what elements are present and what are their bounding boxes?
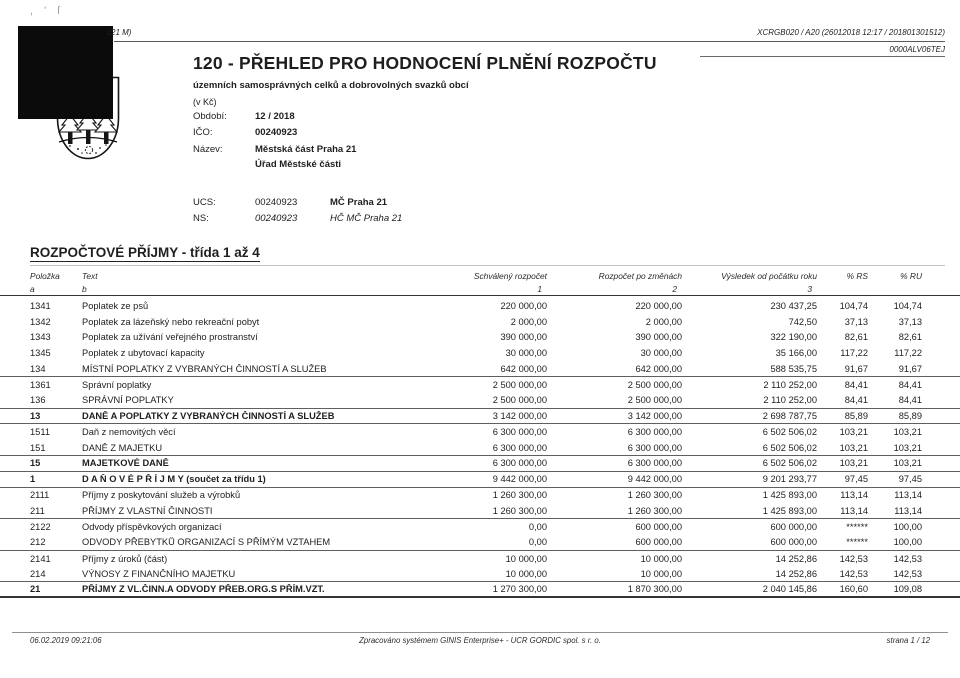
row-schvaleny-rozpocet: 0,00 [528,522,547,533]
ucs-name: MČ Praha 21 [330,197,388,208]
row-vysledek: 14 252,86 [775,568,817,579]
row-text: Příjmy z poskytování služeb a výrobků [82,490,241,501]
row-schvaleny-rozpocet: 30 000,00 [505,348,547,359]
row-percent-rs: ****** [846,522,868,533]
page-subtitle: územních samosprávných celků a dobrovolných svazků obcí [193,80,469,91]
row-schvaleny-rozpocet: 3 142 000,00 [492,410,547,421]
row-code: 1 [30,474,36,485]
row-percent-ru: 113,14 [894,490,922,501]
row-vysledek: 600 000,00 [770,537,817,548]
row-percent-rs: 84,41 [844,379,868,390]
row-percent-ru: 100,00 [893,537,922,548]
table-row [0,472,960,488]
row-text: PŘÍJMY Z VL.ČINN.A ODVODY PŘEB.ORG.S PŘÍM.VZT. [82,584,325,595]
row-rozpocet-po-zmenach: 10 000,00 [640,568,682,579]
row-schvaleny-rozpocet: 0,00 [528,537,547,548]
row-code: 151 [30,442,46,453]
subheader-a: a [30,283,35,294]
row-schvaleny-rozpocet: 2 000,00 [510,316,547,327]
row-rozpocet-po-zmenach: 6 300 000,00 [627,427,682,438]
row-rozpocet-po-zmenach: 2 000,00 [645,316,682,327]
row-schvaleny-rozpocet: 10 000,00 [505,568,547,579]
table-row [0,551,960,567]
footer-rule [12,632,948,633]
row-percent-rs: 113,14 [840,505,868,516]
row-percent-ru: 85,89 [898,410,922,421]
row-percent-rs: 85,89 [844,410,868,421]
row-percent-rs: ****** [846,537,868,548]
row-schvaleny-rozpocet: 9 442 000,00 [492,474,547,485]
document-code: 0000ALV06TEJ [889,45,945,54]
row-vysledek: 2 110 252,00 [763,379,817,390]
row-rozpocet-po-zmenach: 30 000,00 [640,348,682,359]
row-schvaleny-rozpocet: 6 300 000,00 [492,427,547,438]
row-code: 21 [30,584,41,595]
row-rozpocet-po-zmenach: 642 000,00 [635,363,682,374]
row-percent-rs: 103,21 [839,458,868,469]
table-row [0,298,960,314]
nazev-value-line2: Úřad Městské části [255,159,342,170]
section-title: ROZPOČTOVÉ PŘÍJMY - třída 1 až 4 [30,245,260,260]
table-row [0,488,960,504]
row-percent-ru: 104,74 [893,300,922,311]
row-text: Poplatek z ubytovací kapacity [82,348,205,359]
ucs-value: 00240923 [255,197,298,208]
row-schvaleny-rozpocet: 390 000,00 [500,332,547,343]
row-vysledek: 9 201 293,77 [762,474,817,485]
row-percent-rs: 97,45 [844,474,868,485]
footer-page-number: strana 1 / 12 [886,636,930,645]
row-text: DANĚ Z MAJETKU [82,442,163,453]
nazev-value-line1: Městská část Praha 21 [255,144,357,155]
top-rule [114,41,945,42]
table-row [0,535,960,551]
row-vysledek: 1 425 893,00 [762,505,817,516]
row-schvaleny-rozpocet: 6 300 000,00 [492,442,547,453]
row-text: Odvody příspěvkových organizací [82,522,222,533]
row-code: 2111 [30,490,50,501]
ns-label: NS: [193,213,209,224]
ico-value: 00240923 [255,127,298,138]
row-text: Poplatek ze psů [82,300,149,311]
footer-timestamp: 06.02.2019 09:21:06 [30,636,102,645]
row-percent-ru: 82,61 [898,332,922,343]
row-vysledek: 6 502 506,02 [762,458,817,469]
subheader-b: b [82,283,87,294]
table-row [0,456,960,472]
obdobi-label: Období: [193,111,227,122]
table-subheader-row [0,282,960,295]
row-percent-rs: 84,41 [844,395,868,406]
row-code: 15 [30,458,41,469]
row-text: Poplatek za užívání veřejného prostranství [82,332,258,343]
table-row [0,409,960,425]
row-vysledek: 35 166,00 [775,348,817,359]
page-title: 120 - PŘEHLED PRO HODNOCENÍ PLNĚNÍ ROZPOČTU [193,53,657,73]
row-schvaleny-rozpocet: 6 300 000,00 [492,458,547,469]
row-schvaleny-rozpocet: 2 500 000,00 [492,395,547,406]
row-rozpocet-po-zmenach: 10 000,00 [640,553,682,564]
row-text: Příjmy z úroků (část) [82,553,168,564]
row-vysledek: 1 425 893,00 [762,490,817,501]
col-header-text: Text [82,270,98,281]
row-rozpocet-po-zmenach: 2 500 000,00 [627,395,682,406]
ns-name: HČ MČ Praha 21 [330,213,403,224]
corner-reference: c21 M) [107,28,132,37]
row-vysledek: 230 437,25 [770,300,817,311]
row-vysledek: 600 000,00 [770,522,817,533]
table-row [0,567,960,583]
row-vysledek: 14 252,86 [775,553,817,564]
row-rozpocet-po-zmenach: 600 000,00 [635,537,682,548]
doc-code-rule [700,56,945,57]
row-code: 1361 [30,379,51,390]
table-row [0,519,960,535]
row-text: DANĚ A POPLATKY Z VYBRANÝCH ČINNOSTÍ A SLUŽEB [82,410,335,421]
row-code: 1345 [30,348,51,359]
row-rozpocet-po-zmenach: 2 500 000,00 [627,379,682,390]
row-percent-rs: 91,67 [844,363,868,374]
row-code: 1342 [30,316,51,327]
budget-table-body [0,298,960,598]
row-rozpocet-po-zmenach: 1 260 300,00 [627,490,682,501]
row-percent-ru: 97,45 [898,474,922,485]
row-percent-rs: 113,14 [840,490,868,501]
col-header-percent-rs: % RS [846,270,868,281]
row-percent-ru: 100,00 [893,522,922,533]
row-percent-ru: 142,53 [893,568,922,579]
col-header-rozpocet-po-zmenach: Rozpočet po změnách [598,270,682,281]
subheader-2: 2 [672,283,677,294]
row-percent-rs: 142,53 [839,553,868,564]
row-rozpocet-po-zmenach: 6 300 000,00 [627,442,682,453]
row-vysledek: 588 535,75 [770,363,817,374]
row-percent-rs: 103,21 [839,442,868,453]
row-text: D A Ň O V É P Ř Í J M Y (součet za třídu 1) [82,474,266,485]
table-row [0,503,960,519]
budget-table [0,269,960,598]
table-row [0,314,960,330]
row-code: 212 [30,537,46,548]
col-header-vysledek: Výsledek od počátku roku [721,270,817,281]
row-schvaleny-rozpocet: 10 000,00 [505,553,547,564]
row-vysledek: 2 110 252,00 [763,395,817,406]
footer-processed-by: Zpracováno systémem GINIS Enterprise+ - UCR GORDIC spol. s r. o. [359,636,601,645]
row-percent-ru: 142,53 [893,553,922,564]
row-percent-ru: 84,41 [898,379,922,390]
section-rule [30,265,945,266]
row-percent-ru: 103,21 [893,427,922,438]
row-schvaleny-rozpocet: 1 260 300,00 [492,505,547,516]
row-rozpocet-po-zmenach: 390 000,00 [635,332,682,343]
header-separator [0,295,960,296]
handwritten-marks: , ' ſ [30,5,64,17]
nazev-label: Název: [193,144,223,155]
row-rozpocet-po-zmenach: 220 000,00 [635,300,682,311]
row-percent-ru: 103,21 [893,442,922,453]
row-percent-rs: 37,13 [844,316,868,327]
row-percent-ru: 84,41 [898,395,922,406]
row-text: Správní poplatky [82,379,152,390]
row-code: 1343 [30,332,51,343]
row-vysledek: 6 502 506,02 [762,427,817,438]
ico-label: IČO: [193,127,213,138]
row-vysledek: 6 502 506,02 [762,442,817,453]
row-schvaleny-rozpocet: 1 270 300,00 [492,584,547,595]
row-text: Daň z nemovitých věcí [82,427,176,438]
row-schvaleny-rozpocet: 1 260 300,00 [492,490,547,501]
ns-value: 00240923 [255,213,298,224]
row-percent-ru: 117,22 [894,348,922,359]
row-code: 134 [30,363,46,374]
row-code: 214 [30,568,46,579]
row-code: 211 [30,505,45,516]
row-rozpocet-po-zmenach: 1 870 300,00 [627,584,682,595]
row-percent-ru: 91,67 [898,363,922,374]
row-vysledek: 742,50 [788,316,817,327]
row-text: ODVODY PŘEBYTKŮ ORGANIZACÍ S PŘÍMÝM VZTAHEM [82,537,331,548]
row-rozpocet-po-zmenach: 9 442 000,00 [627,474,682,485]
ucs-label: UCS: [193,197,216,208]
row-vysledek: 2 040 145,86 [762,584,817,595]
row-text: VÝNOSY Z FINANČNÍHO MAJETKU [82,568,236,579]
table-row [0,582,960,598]
row-code: 2141 [30,553,51,564]
row-text: Poplatek za lázeňský nebo rekreační pobyt [82,316,260,327]
subheader-1: 1 [537,283,542,294]
row-percent-ru: 103,21 [893,458,922,469]
row-schvaleny-rozpocet: 642 000,00 [500,363,547,374]
row-vysledek: 2 698 787,75 [762,410,817,421]
col-header-schvaleny-rozpocet: Schválený rozpočet [473,270,547,281]
row-rozpocet-po-zmenach: 1 260 300,00 [627,505,682,516]
currency-note: (v Kč) [193,97,217,107]
table-row [0,393,960,409]
col-header-polozka: Položka [30,270,60,281]
redaction-block [18,26,113,119]
row-percent-rs: 104,74 [839,300,868,311]
row-code: 1341 [30,300,51,311]
obdobi-value: 12 / 2018 [255,111,295,122]
row-code: 13 [30,410,41,421]
row-text: PŘÍJMY Z VLASTNÍ ČINNOSTI [82,505,213,516]
row-percent-ru: 109,08 [893,584,922,595]
table-row [0,440,960,456]
table-row [0,424,960,440]
row-percent-ru: 37,13 [898,316,922,327]
col-header-percent-ru: % RU [900,270,922,281]
table-row [0,361,960,377]
row-text: MÍSTNÍ POPLATKY Z VYBRANÝCH ČINNOSTÍ A SLUŽEB [82,363,327,374]
row-text: SPRÁVNÍ POPLATKY [82,395,174,406]
row-code: 1511 [30,427,50,438]
table-header-row [0,269,960,282]
system-reference: XCRGB020 / A20 (26012018 12:17 / 201801301512) [757,28,945,37]
row-percent-ru: 113,14 [894,505,922,516]
row-vysledek: 322 190,00 [770,332,817,343]
row-rozpocet-po-zmenach: 6 300 000,00 [627,458,682,469]
row-percent-rs: 160,60 [839,584,868,595]
row-text: MAJETKOVÉ DANĚ [82,458,169,469]
row-percent-rs: 103,21 [839,427,868,438]
row-rozpocet-po-zmenach: 600 000,00 [635,522,682,533]
row-schvaleny-rozpocet: 2 500 000,00 [492,379,547,390]
row-percent-rs: 117,22 [840,348,868,359]
row-code: 2122 [30,522,51,533]
table-row [0,377,960,393]
row-code: 136 [30,395,46,406]
row-percent-rs: 82,61 [844,332,868,343]
subheader-3: 3 [807,283,812,294]
table-row [0,330,960,346]
table-row [0,345,960,361]
row-percent-rs: 142,53 [839,568,868,579]
row-schvaleny-rozpocet: 220 000,00 [500,300,547,311]
row-rozpocet-po-zmenach: 3 142 000,00 [627,410,682,421]
